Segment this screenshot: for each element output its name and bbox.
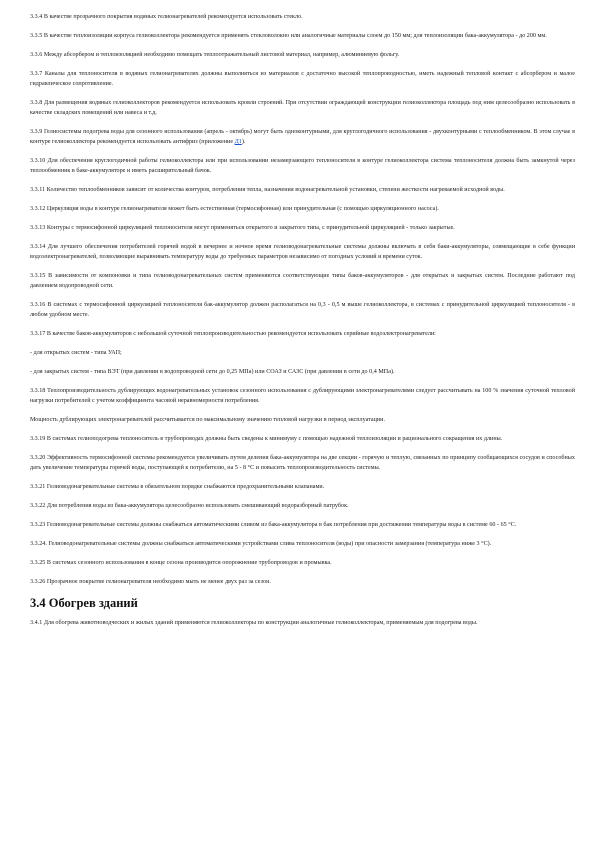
paragraph-3-3-11: 3.3.11 Количество теплообменников зависит от количества контуров, потребления тепла, назначения водонагревательной установки, степени жесткости нагреваемой исходной воды. (30, 187, 505, 193)
paragraph-3-3-17: 3.3.17 В качестве баков-аккумуляторов с небольшой суточной теплопроизводительностью рекомендуется использовать серийные водоэлектронагреватели: (30, 331, 436, 337)
paragraph-power-duplicating: Мощность дублирующих электронагревателей рассчитывается по максимальному значению тепловой нагрузки в период эксплуатации. (30, 417, 386, 423)
paragraph-3-3-16: 3.3.16 В системах с термосифонной циркуляцией теплоносителя бак-аккумулятор должен располагаться на 0,3 - 0,5 м выше гелиоколлектора, в системах с принудительной циркуляцией теплоносителя - в любом удобном месте. (30, 302, 575, 318)
paragraph-3-3-9 (30, 127, 575, 147)
paragraph-3-3-7: 3.3.7 Каналы для теплоносителя в водяных гелионагревателях должны выполняться из материалов с достаточно высокой теплопроводностью, иметь надежный тепловой контакт с абсорбером и малое гидравлическое сопротивление. (30, 71, 575, 87)
paragraph-3-3-9-text-before: 3.3.9 Гелиосистемы подогрева воды для сезонного использования (апрель - октябрь) могут быть одноконтурными, для круглогодичного использования - двухконтурными с теплообменником. В этом случае в контуре гелиоколлектора рекомендуется использовать антифриз (приложение (30, 129, 575, 145)
paragraph-3-3-21: 3.3.21 Гелиоводонагревательные системы в обязательном порядке снабжаются предохранительными клапанами. (30, 484, 325, 490)
list-item-open-systems: - для открытых систем - типа УАП; (30, 350, 122, 356)
paragraph-3-3-25: 3.3.25 В системах сезонного использования в конце сезона производится опорожнение трубопроводов и промывка. (30, 560, 332, 566)
paragraph-3-3-10: 3.3.10 Для обеспечения круглогодичной работы гелиоколлектора или при использовании незамерзающего теплоносителя в контуре гелиоколлектора система теплоносителя должна быть замкнутой через теплообменник в баке-аккумуляторе и иметь расширительный бачок. (30, 158, 575, 174)
list-item-closed-systems: - для закрытых систем - типа ВЭТ (при давлении в водопроводной сети до 0,25 МПа) или СОАЗ и САЗС (при давлении в сети до 0,4 МПа). (30, 369, 395, 375)
paragraph-3-3-15: 3.3.15 В зависимости от компоновки и типа гелиоводонагревательных систем применяются соответствующие типы баков-аккумуляторов - для открытых и закрытых систем. Последние работают под давлением водопроводной сети. (30, 273, 575, 289)
paragraph-3-3-20: 3.3.20 Эффективность термосифонной системы рекомендуется увеличивать путем деления бака-аккумулятора на две секции - горячую и теплую, связанных по принципу сообщающихся сосудов и способных дать увеличение температуры горячей воды, поступающей к потребителю, на 5 - 8 °С и повысить теплопроизводительность системы. (30, 455, 575, 471)
paragraph-3-3-14: 3.3.14 Для лучшего обеспечения потребителей горячей водой в вечернее и ночное время гелиоводонагревательные системы должны включать в себя баки-аккумуляторы, совмещающие в себе функции водоэлектронагревателей, позволяющие выравнивать температуру воды до требуемых параметров независимо от погодных условий и времени суток. (30, 244, 575, 260)
paragraph-3-3-22: 3.3.22 Для потребления воды из бака-аккумулятора целесообразно использовать смешивающий водоразборный патрубок. (30, 503, 349, 509)
paragraph-3-3-24: 3.3.24. Гелиоводонагревательные системы должны снабжаться автоматическими устройствами слива теплоносителя (воды) при опасности замерзания (температура ниже 3 °С). (30, 541, 492, 547)
paragraph-3-3-26: 3.3.26 Прозрачное покрытие гелионагревателя необходимо мыть не менее двух раз за сезон. (30, 579, 271, 585)
paragraph-3-3-8: 3.3.8 Для размещения водяных гелиоколлекторов рекомендуется использовать кровли строений. При отсутствии ограждающей конструкции гелиоколлектора площадь под ним целесообразно использовать в качестве складских помещений или навеса и т.д. (30, 100, 575, 116)
paragraph-3-3-18: 3.3.18 Теплопроизводительность дублирующих водонагревательных установок сезонного использования с дублирующими электронагревателями следует рассчитывать на 100 % значения суточной тепловой нагрузки потребителей с учетом коэффициента часовой неравномерности потребления. (30, 388, 575, 404)
paragraph-3-3-9-text-after: ). (241, 139, 246, 145)
paragraph-3-3-19: 3.3.19 В системах гелиоподогрева теплоноситель в трубопроводах должны быть сведены к минимуму с помощью надежной теплоизоляции и рационального сокращения их длины. (30, 436, 503, 442)
paragraph-3-3-12: 3.3.12 Циркуляция воды в контуре гелионагревателя может быть естественная (термосифонная) или принудительная (с помощью циркуляционного насоса). (30, 206, 439, 212)
document-page (30, 12, 575, 637)
paragraph-3-3-23: 3.3.23 Гелиоводонагревательные системы должны снабжаться автоматическими сливом из бака-аккумулятора в бак потребления при достижении температуры воды в системе 60 - 65 °С. (30, 522, 517, 528)
appendix-link[interactable]: Д1 (234, 139, 242, 145)
paragraph-3-3-5: 3.3.5 В качестве теплоизоляции корпуса гелиоколлектора рекомендуется применять стекловолокно или аналогичные материалы слоем до 150 мм; для теплоизоляции бака-аккумулятора - до 200 мм. (30, 33, 547, 39)
paragraph-3-3-4: 3.3.4 В качестве прозрачного покрытия водяных гелионагревателей рекомендуется использовать стекло. (30, 14, 303, 20)
paragraph-3-4-1: 3.4.1 Для обогрева животноводческих и жилых зданий применяются гелиоколлекторы по конструкции аналогичные гелиоколлекторам, применяемым для подогрева воды. (30, 620, 478, 626)
section-heading: 3.4 Обогрев зданий (30, 596, 138, 610)
paragraph-3-3-13: 3.3.13 Контуры с термосифонной циркуляцией теплоносителя могут применяться открытого и закрытого типа, с принудительной циркуляцией - только закрытые. (30, 225, 455, 231)
paragraph-3-3-6: 3.3.6 Между абсорбером и теплоизоляцией необходимо помещать теплоотражательный листовой материал, например, алюминиевую фольгу. (30, 52, 400, 58)
